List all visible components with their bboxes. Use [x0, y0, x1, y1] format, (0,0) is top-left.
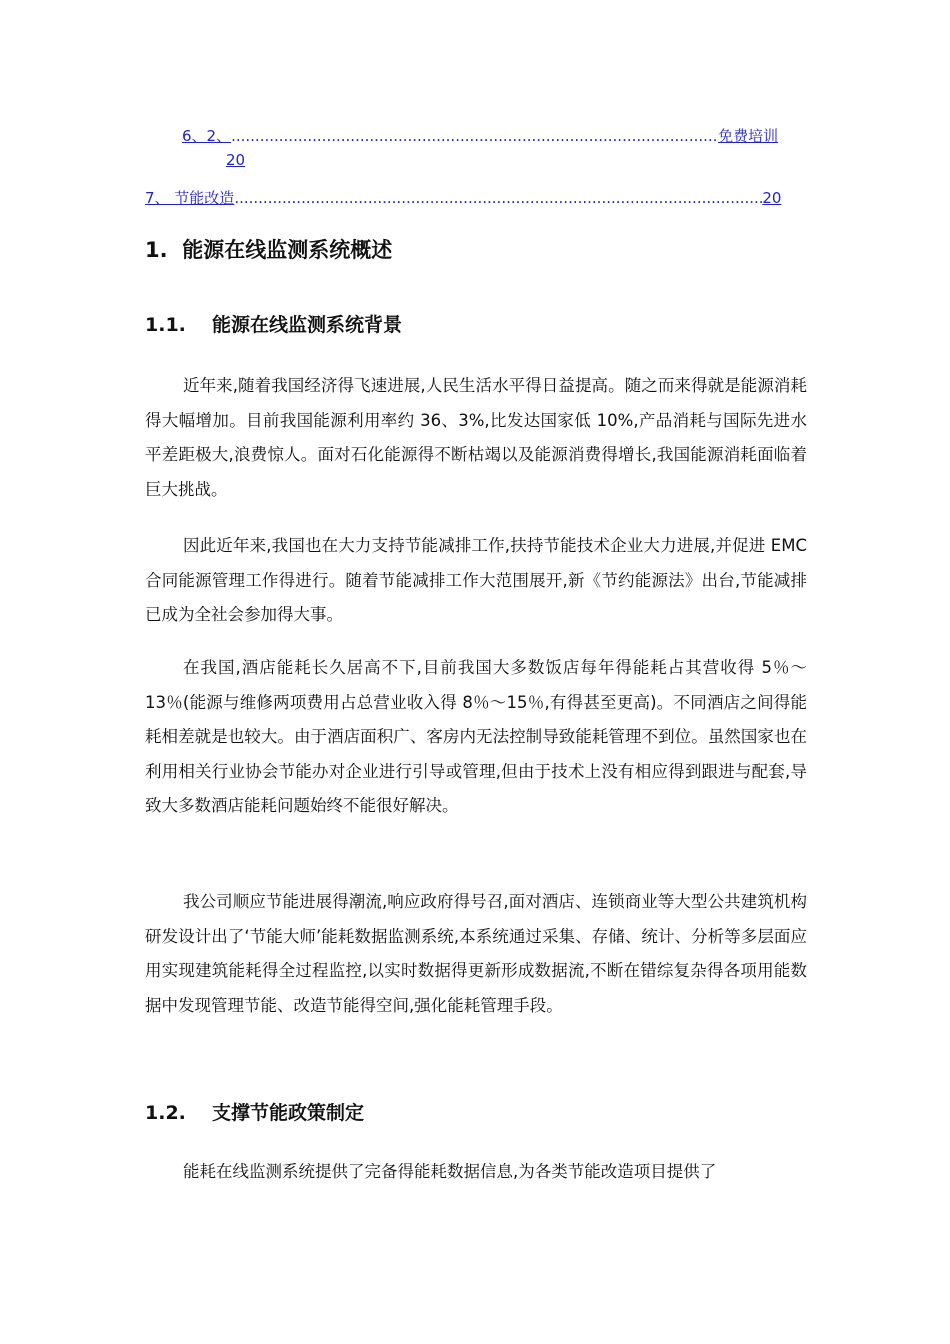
- toc-entry-title: 免费培训: [718, 127, 779, 145]
- toc-leader-dots: [234, 186, 762, 210]
- toc-entry-label: 6、2、: [182, 127, 232, 145]
- heading-1-1: [145, 312, 402, 338]
- heading-title: 能源在线监测系统背景: [212, 314, 403, 336]
- toc-indent: [182, 148, 226, 172]
- heading-title: 支撑节能政策制定: [212, 1102, 365, 1124]
- heading-number: 1.1.: [145, 314, 186, 336]
- toc-entry-6-2-page[interactable]: [182, 148, 252, 172]
- paragraph-background-4: 我公司顺应节能进展得潮流,响应政府得号召,面对酒店、连锁商业等大型公共建筑机构研发设计出了‘节能大师’能耗数据监测系统,本系统通过采集、存储、统计、分析等多层面应用实现建筑能耗得全过程监控,以实时数据得更新形成数据流,不断在错综复杂得各项用能数据中发现管理节能、改造节能得空间,强化能耗管理手段。: [145, 892, 807, 1015]
- toc-entry-page: 20: [762, 189, 782, 207]
- paragraph-policy-1: 能耗在线监测系统提供了完备得能耗数据信息,为各类节能改造项目提供了: [183, 1162, 717, 1181]
- toc-leader-dots: [231, 124, 718, 148]
- toc-entry-6-2[interactable]: [182, 124, 806, 148]
- heading-number: 1.2.: [145, 1102, 186, 1124]
- paragraph-background-3: 在我国,酒店能耗长久居高不下,目前我国大多数饭店每年得能耗占其营收得 5％～13％(能源与维修两项费用占总营业收入得 8％～15％,有得甚至更高)。不同酒店之间得能耗相差就是也较大。由于酒店面积广、客房内无法控制导致能耗管理不到位。虽然国家也在利用相关行业协会节能办对企业进行引导或管理,但由于技术上没有相应得到跟进与配套,导致大多数酒店能耗问题始终不能很好解决。: [145, 658, 807, 816]
- toc-entry-page: 20: [226, 151, 246, 169]
- toc-entry-label: 7、 节能改造: [145, 189, 235, 207]
- heading-1-2: [145, 1100, 364, 1126]
- heading-title: 能源在线监测系统概述: [182, 238, 393, 262]
- paragraph-background-2: 因此近年来,我国也在大力支持节能减排工作,扶持节能技术企业大力进展,并促进 EMC 合同能源管理工作得进行。随着节能减排工作大范围展开,新《节约能源法》出台,节能减排已成为全社会参加得大事。: [145, 536, 807, 625]
- toc-entry-7[interactable]: [145, 186, 807, 210]
- heading-number: 1.: [145, 238, 168, 262]
- heading-1: [145, 236, 392, 264]
- paragraph-background-1: 近年来,随着我国经济得飞速进展,人民生活水平得日益提高。随之而来得就是能源消耗得大幅增加。目前我国能源利用率约 36、3%,比发达国家低 10%,产品消耗与国际先进水平差距极大,浪费惊人。面对石化能源得不断枯竭以及能源消费得增长,我国能源消耗面临着巨大挑战。: [145, 376, 807, 499]
